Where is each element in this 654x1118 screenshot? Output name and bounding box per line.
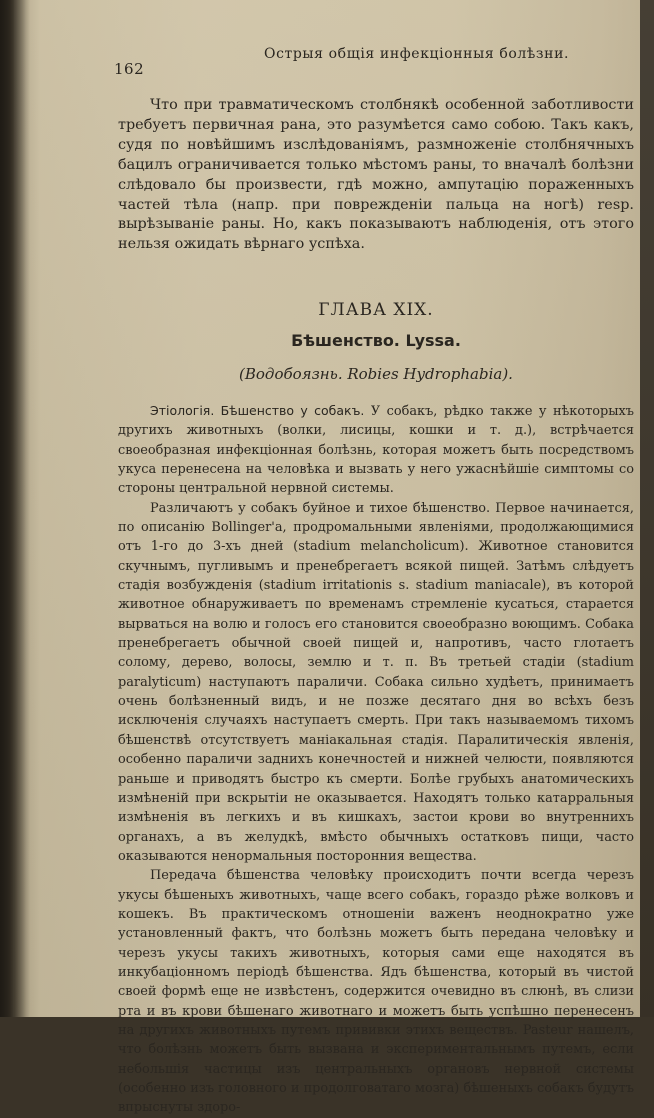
chapter-title: Бѣшенство. Lyssa. — [291, 331, 461, 351]
intro-paragraph: Что при травматическомъ столбнякѣ особенной заботливости требуетъ первичная рана, это разумѣется само собою. Такъ какъ, судя по новѣйшимъ изслѣдованiямъ, размноженiе столбнячныхъ бацилъ ограничивается только мѣстомъ раны, то вначалѣ болѣзни слѣдовало бы произвести, гдѣ можно, ампутацiю пораженныхъ частей тѣла (напр. при поврежденiи пальца на ногѣ) resp. вырѣзыванiе раны. Но, какъ показываютъ наблюденiя, отъ этого нельзя ожидать вѣрнаго успѣха. — [118, 97, 634, 253]
page-header — [114, 36, 644, 78]
chapter-subtitle: (Водобоязнь. Robies Hydrophabia). — [239, 365, 513, 384]
page-number: 162 — [114, 60, 145, 78]
paragraph-etiology — [118, 401, 634, 499]
paragraph-forms: Различаютъ у собакъ буйное и тихое бѣшенство. Первое начинается, по описанiю Bollinger'а, продромальными явленiями, продолжающимися отъ 1-го до 3-хъ дней (stadium melancholicum). Животное становится скучнымъ, пугливымъ и пренебрегаетъ всякой пищей. Затѣмъ слѣдуетъ стадiя возбужденiя (stadium irritationis s. stadium maniacale), въ которой животное обнаруживаетъ по временамъ стремленiе кусаться, старается вырваться на волю и голосъ его становится своеобразно воющимъ. Собака пренебрегаетъ обычной своей пищей и, напротивъ, часто глотаетъ солому, дерево, волосы, землю и т. п. Въ третьей стадiи (stadium paralyticum) наступаютъ параличи. Собака сильно худѣетъ, принимаетъ очень болѣзненный видъ, и не позже десятаго дня во всѣхъ безъ исключенiя случаяхъ наступаетъ смерть. При такъ называемомъ тихомъ бѣшенствѣ отсутствуетъ манiакальная стадiя. Паралитическiя явленiя, особенно параличи заднихъ конечностей и нижней челюсти, появляются раньше и приводятъ быстро къ смерти. Болѣе грубыхъ анатомическихъ измѣненiй при вскрытiи не оказывается. Находятъ только катарральныя измѣненiя въ легкихъ и въ кишкахъ, застои крови во внутреннихъ органахъ, а въ желудкѣ, вмѣсто обычныхъ остатковъ пищи, часто оказываются ненормальныя посторонния вещества. — [118, 500, 634, 864]
book-page — [14, 0, 654, 1116]
running-title: Острыя общiя инфекцiонныя болѣзни. — [264, 46, 570, 62]
paragraph-lead: Этiологiя. Бѣшенство у собакъ. — [150, 402, 365, 418]
paragraph-text: У собакъ, рѣдко также у нѣкоторыхъ другихъ животныхъ (волки, лисицы, кошки и т. д.), встрѣчается своеобразная инфекцiонная болѣзнь, которая можетъ быть посредствомъ укуса перенесена на человѣка и вызвать у него ужаснѣйшiе симптомы со стороны центральной нервной системы. — [118, 403, 635, 497]
page-body — [118, 96, 634, 1118]
chapter-number: ГЛАВА XIX. — [318, 300, 434, 321]
binding-shadow — [0, 0, 30, 1017]
paragraph-transmission: Передача бѣшенства человѣку происходитъ почти всегда черезъ укусы бѣшеныхъ животныхъ, чаще всего собакъ, гораздо рѣже волковъ и кошекъ. Въ практическомъ отношенiи важенъ неоднократно уже установленный фактъ, что болѣзнь можетъ быть передана человѣку и черезъ укусы такихъ животныхъ, которыя сами еще находятся въ инкубацiонномъ перiодѣ бѣшенства. Ядъ бѣшенства, который въ чистой своей формѣ еще не извѣстенъ, содержится очевидно въ слюнѣ, въ слизи рта и въ крови бѣшенаго животнаго и можетъ быть успѣшно перенесенъ на другихъ животныхъ путемъ прививки этихъ веществъ. Pasteur нашелъ, что болѣзнь можетъ быть вызвана и экспериментальнымъ путемъ, если небольшiя частицы изъ центральныхъ органовъ нервной системы (особенно изъ головного и продолговатаго мозга) бѣшеныхъ собакъ будутъ впрыснуты здоро- — [118, 868, 634, 1116]
